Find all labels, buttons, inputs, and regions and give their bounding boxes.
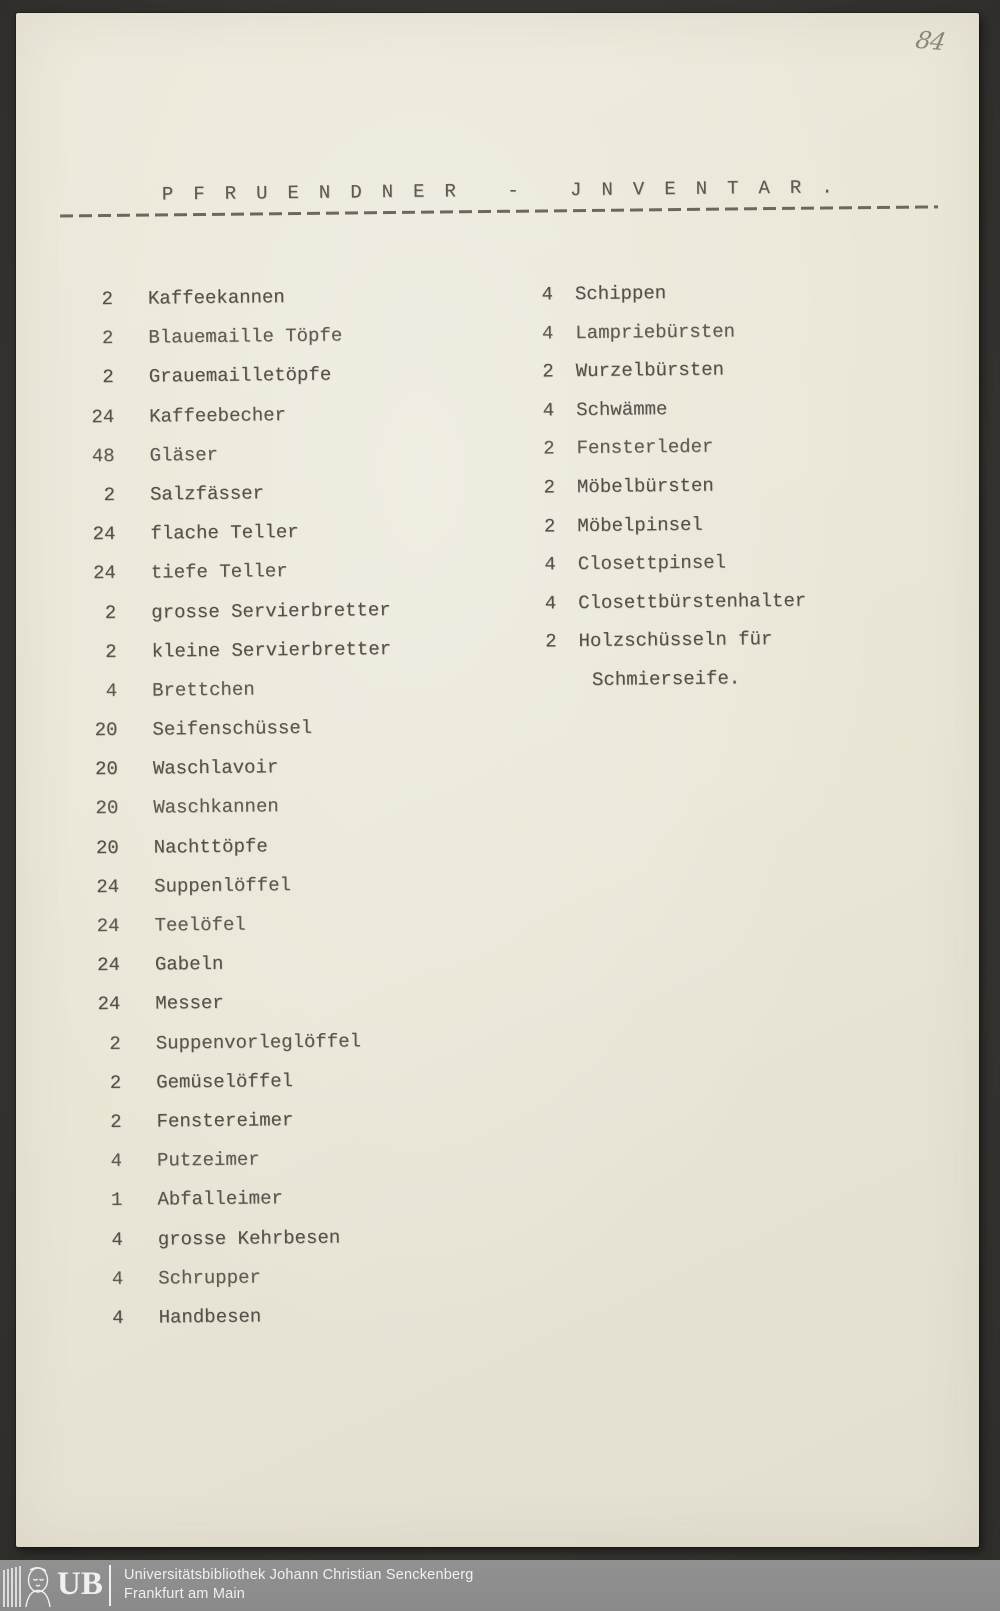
item-name: grosse Servierbretter [151,598,391,624]
item-quantity: 48 [91,444,115,467]
item-name: Lampriebürsten [575,320,736,344]
inventory-row [67,405,389,427]
item-quantity: 24 [96,914,120,938]
item-name: Wurzelbürsten [575,358,725,383]
inventory-row [68,522,390,544]
item-name: Blauemaille Töpfe [148,324,343,349]
item-name: Closettpinsel [577,551,727,576]
item-quantity: 4 [542,399,555,422]
inventory-row [75,1188,397,1210]
item-quantity: 4 [541,321,554,345]
inventory-row [512,360,804,382]
inventory-row [514,553,806,575]
item-quantity: 20 [95,797,119,820]
inventory-row [66,287,388,309]
item-name: Fenstereimer [156,1109,294,1133]
item-name: kleine Servierbretter [151,637,392,663]
inventory-row [72,875,394,897]
item-name: Closettbürstenhalter [578,589,807,614]
item-quantity: 2 [101,327,114,350]
typed-content [8,3,987,1547]
inventory-row [71,796,393,818]
inventory-row [512,399,804,421]
item-quantity: 2 [101,287,114,311]
item-name: Seifenschüssel [152,716,313,741]
inventory-column-right [511,283,807,711]
inventory-row [70,679,392,701]
library-footer-bar [0,1560,1000,1611]
item-quantity: 4 [110,1150,123,1173]
item-quantity: 2 [543,437,555,460]
library-name: Universitätsbibliothek Johann Christian Senckenberg [124,1567,474,1583]
item-name: grosse Kehrbesen [157,1226,341,1251]
inventory-row [70,718,392,740]
item-name: Salzfässer [149,482,265,506]
item-name: Suppenlöffel [154,873,292,898]
item-name: Fensterleder [576,436,714,460]
item-quantity: 24 [97,954,121,977]
inventory-row [73,992,395,1014]
paper-page [16,13,979,1547]
item-name: Handbesen [158,1305,262,1329]
inventory-row [72,836,394,858]
library-location: Frankfurt am Main [124,1586,246,1602]
inventory-row [514,591,806,613]
item-quantity: 1 [110,1189,123,1212]
item-name: Grauemailletöpfe [148,364,332,388]
item-name: Putzeimer [156,1148,260,1172]
item-quantity: 4 [541,283,554,306]
item-name: Abfalleimer [157,1187,283,1211]
item-quantity: 2 [543,476,556,499]
item-quantity: 2 [542,360,554,383]
item-quantity: 2 [105,640,117,663]
inventory-row [75,1149,397,1171]
inventory-row [514,630,807,691]
item-name: Möbelbürsten [576,474,714,499]
item-name: Waschkannen [153,795,279,820]
item-name: Messer [155,992,224,1015]
inventory-row [76,1267,398,1289]
item-quantity: 4 [112,1306,124,1329]
item-name: Gabeln [154,953,224,976]
item-name: Gläser [149,443,219,467]
inventory-row [74,1110,396,1132]
item-name: Schwämme [576,397,668,421]
item-name: Nachttöpfe [153,834,268,859]
inventory-row [77,1306,399,1328]
item-name: Teelöfel [154,913,246,937]
inventory-row [69,561,391,583]
item-name: Gemüselöffel [156,1069,294,1094]
item-name: Kaffeekannen [147,286,285,310]
inventory-row [511,321,803,343]
inventory-row [66,326,388,348]
inventory-row [512,437,804,459]
inventory-row [513,476,805,498]
item-quantity: 20 [94,718,118,742]
inventory-row [69,598,391,624]
item-name: Suppenvorleglöffel [155,1029,362,1055]
item-quantity: 4 [111,1228,123,1251]
item-quantity: 2 [104,601,117,624]
item-quantity: 24 [96,875,120,898]
item-name: Holzschüsseln für [578,628,773,653]
item-quantity: 24 [97,993,121,1016]
item-quantity: 2 [109,1071,122,1094]
goethe-portrait-icon [26,1568,50,1607]
item-quantity: 20 [94,758,119,781]
item-name: Kaffeebecher [149,403,287,428]
inventory-row [70,637,392,663]
library-identity [124,1566,474,1604]
item-quantity: 2 [545,630,557,653]
inventory-row [511,283,803,305]
item-name: tiefe Teller [150,560,288,584]
item-quantity: 4 [105,679,118,702]
item-name-continuation: Schmierseife. [591,667,741,691]
item-name: Schrupper [158,1266,261,1290]
item-quantity: 4 [544,553,556,576]
item-quantity: 2 [110,1110,122,1133]
item-quantity: 2 [109,1032,121,1055]
item-quantity: 2 [103,483,116,507]
inventory-row [68,483,390,505]
title-underline-rule [60,205,938,217]
item-quantity: 24 [92,523,116,546]
inventory-row [68,444,390,466]
ub-monogram: UB [57,1566,103,1602]
document-title: PFRUENDNER - JNVENTAR. [161,176,853,206]
handwritten-page-number: 84 [913,25,948,57]
inventory-row [67,365,389,387]
item-quantity: 4 [111,1267,124,1290]
item-name: Waschlavoir [152,756,279,780]
item-name: Brettchen [151,678,255,702]
inventory-column-left [66,287,399,1348]
inventory-row [513,514,805,536]
item-quantity: 4 [544,592,557,615]
inventory-row [72,914,394,936]
item-name: Schippen [574,282,667,306]
logo-book-lines [4,1566,20,1607]
item-quantity: 24 [91,405,115,428]
inventory-row [76,1228,398,1250]
item-name: flache Teller [150,521,299,545]
item-quantity: 2 [102,366,114,389]
inventory-row [73,953,395,975]
inventory-row [74,1071,396,1093]
item-quantity: 20 [95,836,119,859]
item-quantity: 2 [543,514,556,538]
item-quantity: 24 [92,562,116,585]
inventory-row [71,757,393,779]
item-name: Möbelpinsel [577,513,703,537]
inventory-row [74,1029,396,1055]
